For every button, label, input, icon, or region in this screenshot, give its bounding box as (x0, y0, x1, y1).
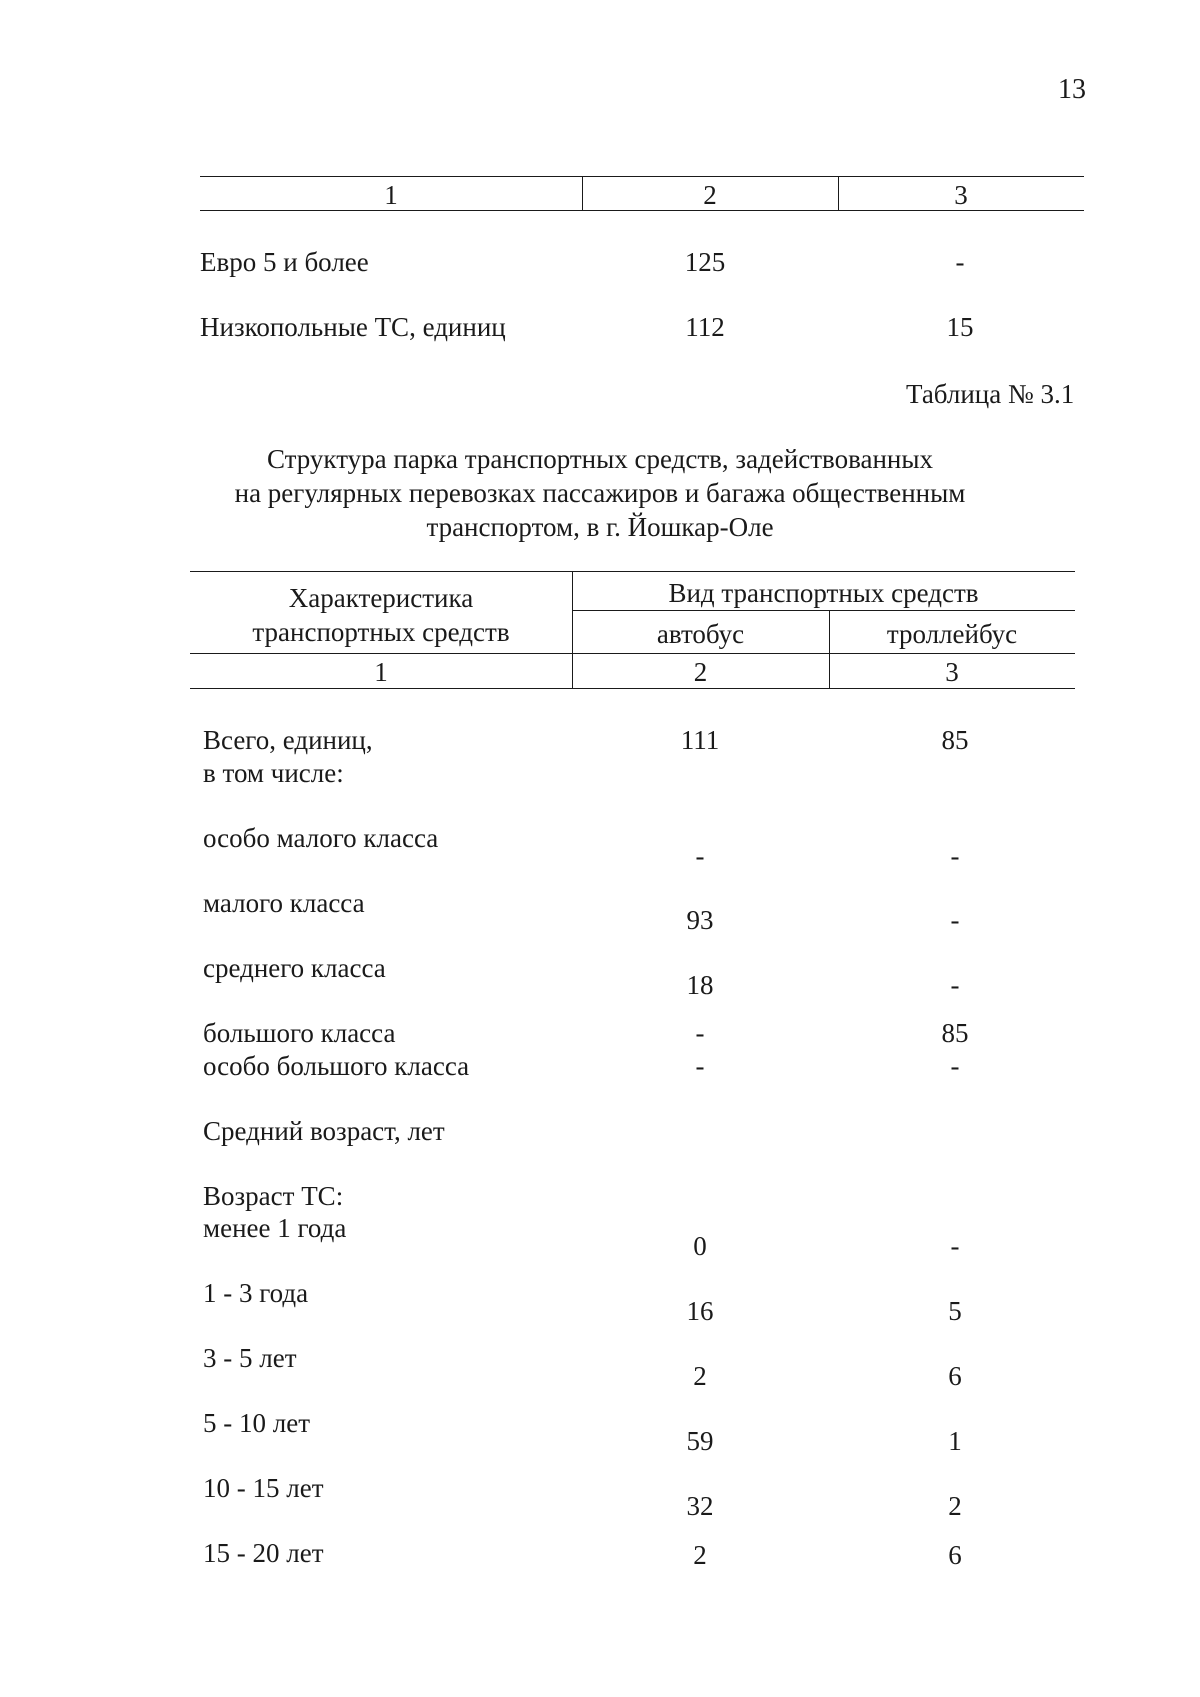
trolley-value: 85 (941, 1018, 969, 1048)
row-label: среднего класса (203, 953, 386, 983)
bus-value: 0 (693, 1231, 707, 1261)
trolley-value: - (950, 970, 960, 1000)
trolley-value: 1 (948, 1426, 962, 1456)
row-label: Средний возраст, лет (203, 1116, 445, 1146)
divider (200, 176, 1084, 177)
column-number: 3 (954, 180, 968, 210)
row-label: особо малого класса (203, 823, 439, 853)
trolley-value: - (950, 1051, 960, 1081)
bus-value: 112 (685, 312, 725, 342)
divider (200, 210, 1084, 211)
column-number: 1 (384, 180, 398, 210)
row-label: большого класса (203, 1018, 396, 1048)
row-label: Всего, единиц, (203, 725, 373, 755)
bus-value: - (695, 841, 705, 871)
characteristic-header: транспортных средств (252, 617, 510, 647)
page-number: 13 (1058, 74, 1086, 105)
bus-value: 18 (686, 970, 714, 1000)
bus-value: - (695, 1018, 705, 1048)
column-number: 2 (703, 180, 717, 210)
row-label: Низкопольные ТС, единиц (200, 312, 506, 342)
trolley-value: - (950, 905, 960, 935)
title-line: на регулярных перевозках пассажиров и багажа общественным (234, 478, 966, 508)
row-label: в том числе: (203, 758, 344, 788)
trolley-value: 85 (941, 725, 969, 755)
divider (190, 653, 1075, 654)
column-number: 3 (945, 657, 959, 687)
divider (190, 688, 1075, 689)
trolley-value: 2 (948, 1491, 962, 1521)
trolley-value: - (955, 247, 965, 277)
bus-value: 111 (680, 725, 720, 755)
row-label: Евро 5 и более (200, 247, 369, 277)
row-label: 10 - 15 лет (203, 1473, 324, 1503)
title-line: Структура парка транспортных средств, задействованных (267, 444, 933, 474)
row-label: 5 - 10 лет (203, 1408, 310, 1438)
bus-value: 2 (693, 1540, 707, 1570)
column-number: 2 (693, 657, 708, 687)
trolley-value: 6 (948, 1540, 962, 1570)
bus-value: 32 (686, 1491, 714, 1521)
title-line: транспортом, в г. Йошкар-Оле (426, 512, 774, 542)
characteristic-header: Характеристика (288, 583, 474, 613)
row-label: менее 1 года (203, 1213, 347, 1243)
divider (190, 571, 1075, 572)
trolley-value: 5 (948, 1296, 962, 1326)
trolley-header: троллейбус (886, 619, 1018, 649)
bus-value: 93 (686, 905, 714, 935)
row-label: Возраст ТС: (203, 1181, 344, 1211)
divider (572, 610, 1075, 611)
trolley-value: - (950, 841, 960, 871)
row-label: 15 - 20 лет (203, 1538, 324, 1568)
row-label: 1 - 3 года (203, 1278, 309, 1308)
bus-value: 2 (693, 1361, 707, 1391)
vehicle-type-header: Вид транспортных средств (668, 578, 979, 608)
bus-value: 59 (686, 1426, 714, 1456)
trolley-value: 15 (946, 312, 974, 342)
table-caption: Таблица № 3.1 (906, 379, 1075, 409)
bus-value: 125 (684, 247, 726, 277)
row-label: особо большого класса (203, 1051, 470, 1081)
bus-value: - (695, 1051, 705, 1081)
bus-value: 16 (686, 1296, 714, 1326)
trolley-value: - (950, 1231, 960, 1261)
row-label: 3 - 5 лет (203, 1343, 297, 1373)
row-label: малого класса (203, 888, 365, 918)
bus-header: автобус (656, 619, 745, 649)
trolley-value: 6 (948, 1361, 962, 1391)
column-number: 1 (374, 657, 388, 687)
